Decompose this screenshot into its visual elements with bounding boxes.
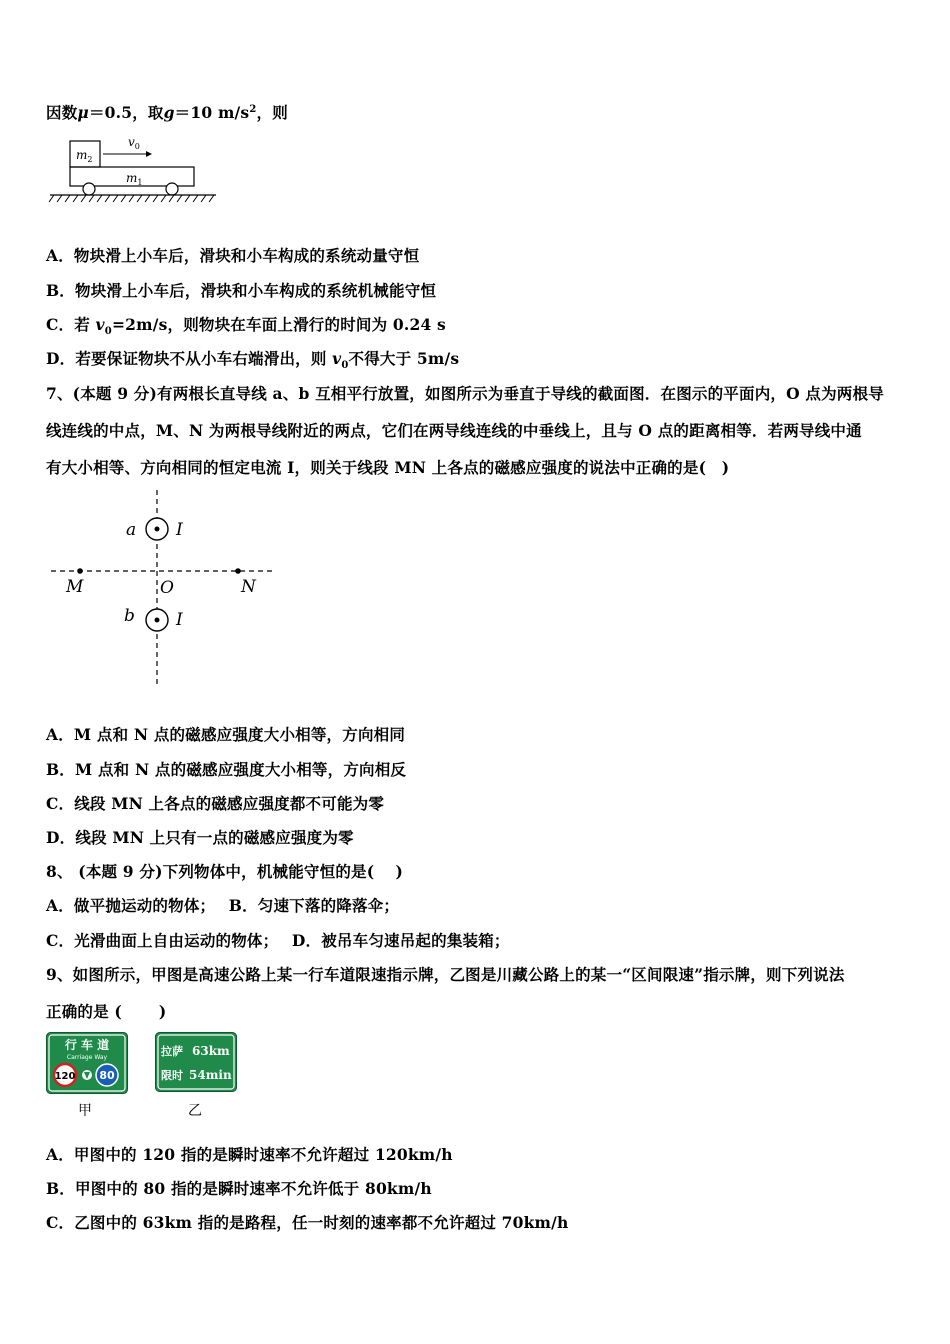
q7-stem-line3: 有大小相等、方向相同的恒定电流 I，则关于线段 MN 上各点的磁感应强度的说法中正确的是( ) [46, 458, 730, 477]
q8-options-ab: A．做平抛运动的物体； B．匀速下落的降落伞； [46, 896, 400, 915]
sign-jia-max: 120 [54, 1071, 76, 1082]
q9-option-a: A．甲图中的 120 指的是瞬时速率不允许超过 120km/h [46, 1145, 453, 1164]
sign-jia-title: 行 车 道 [64, 1038, 110, 1052]
q9-stem-line2: 正确的是 ( ) [46, 1002, 167, 1021]
caption-yi: 乙 [188, 1103, 202, 1119]
label-m1: $m_1$ [126, 171, 143, 187]
sign-yi-time: 54min [189, 1068, 232, 1082]
label-n: N [241, 577, 256, 597]
q8-options-cd: C．光滑曲面上自由运动的物体； D．被吊车匀速吊起的集装箱； [46, 931, 510, 950]
sign-jia [46, 1032, 128, 1094]
point-n [235, 568, 241, 574]
label-m: M [66, 577, 84, 597]
label-m2: $m_2$ [76, 148, 93, 164]
q9-option-b: B．甲图中的 80 指的是瞬时速率不允许低于 80km/h [46, 1179, 432, 1198]
label-i-bottom: I [176, 610, 183, 630]
q7-option-b: B．M 点和 N 点的磁感应强度大小相等，方向相反 [46, 760, 407, 779]
cart-block-diagram [46, 132, 221, 208]
q7-stem-line1: 7、(本题 9 分)有两根长直导线 a、b 互相平行放置，如图所示为垂直于导线的截面图．在图示的平面内，O 点为两根导 [46, 384, 884, 403]
q6-intro: 因数μ＝0.5，取g＝10 $m/s^2$，则 [46, 103, 288, 122]
point-m [77, 568, 83, 574]
q6-option-b: B．物块滑上小车后，滑块和小车构成的系统机械能守恒 [46, 281, 437, 300]
q7-option-a: A．M 点和 N 点的磁感应强度大小相等，方向相同 [46, 725, 406, 744]
label-a: a [126, 520, 137, 540]
q6-option-d: D．若要保证物块不从小车右端滑出，则 $v_0$不得大于 5m/s [46, 349, 460, 372]
sign-yi-place: 拉萨 [161, 1045, 183, 1058]
sign-yi-distance: 63km [192, 1044, 230, 1058]
q7-option-d: D．线段 MN 上只有一点的磁感应强度为零 [46, 828, 354, 847]
wire-cross-section-diagram [46, 488, 281, 690]
sign-jia-min: 80 [99, 1069, 115, 1082]
q9-option-c: C．乙图中的 63km 指的是路程，任一时刻的速率都不允许超过 70km/h [46, 1213, 569, 1232]
label-i-top: I [176, 520, 183, 540]
q8-stem: 8、 (本题 9 分)下列物体中，机械能守恒的是( ) [46, 862, 404, 881]
q6-option-c: C．若 $v_0=2m/s$，则物块在车面上滑行的时间为 0.24 s [46, 315, 446, 338]
label-v0: $v_0$ [128, 135, 140, 151]
q7-option-c: C．线段 MN 上各点的磁感应强度都不可能为零 [46, 794, 385, 813]
sign-yi-limit-label: 限时 [161, 1069, 183, 1082]
sign-jia-subtitle: Carriage Way [66, 1054, 108, 1061]
sign-yi [155, 1032, 237, 1092]
label-b: b [124, 606, 135, 626]
label-o: O [160, 578, 174, 598]
q7-stem-line2: 线连线的中点，M、N 为两根导线附近的两点，它们在两导线连线的中垂线上，且与 O 点的距离相等．若两导线中通 [46, 421, 862, 440]
q9-stem-line1: 9、如图所示，甲图是高速公路上某一行车道限速指示牌，乙图是川藏公路上的某一“区间限速”指示牌，则下列说法 [46, 965, 845, 984]
caption-jia: 甲 [78, 1103, 92, 1119]
q6-option-a: A．物块滑上小车后，滑块和小车构成的系统动量守恒 [46, 246, 420, 265]
